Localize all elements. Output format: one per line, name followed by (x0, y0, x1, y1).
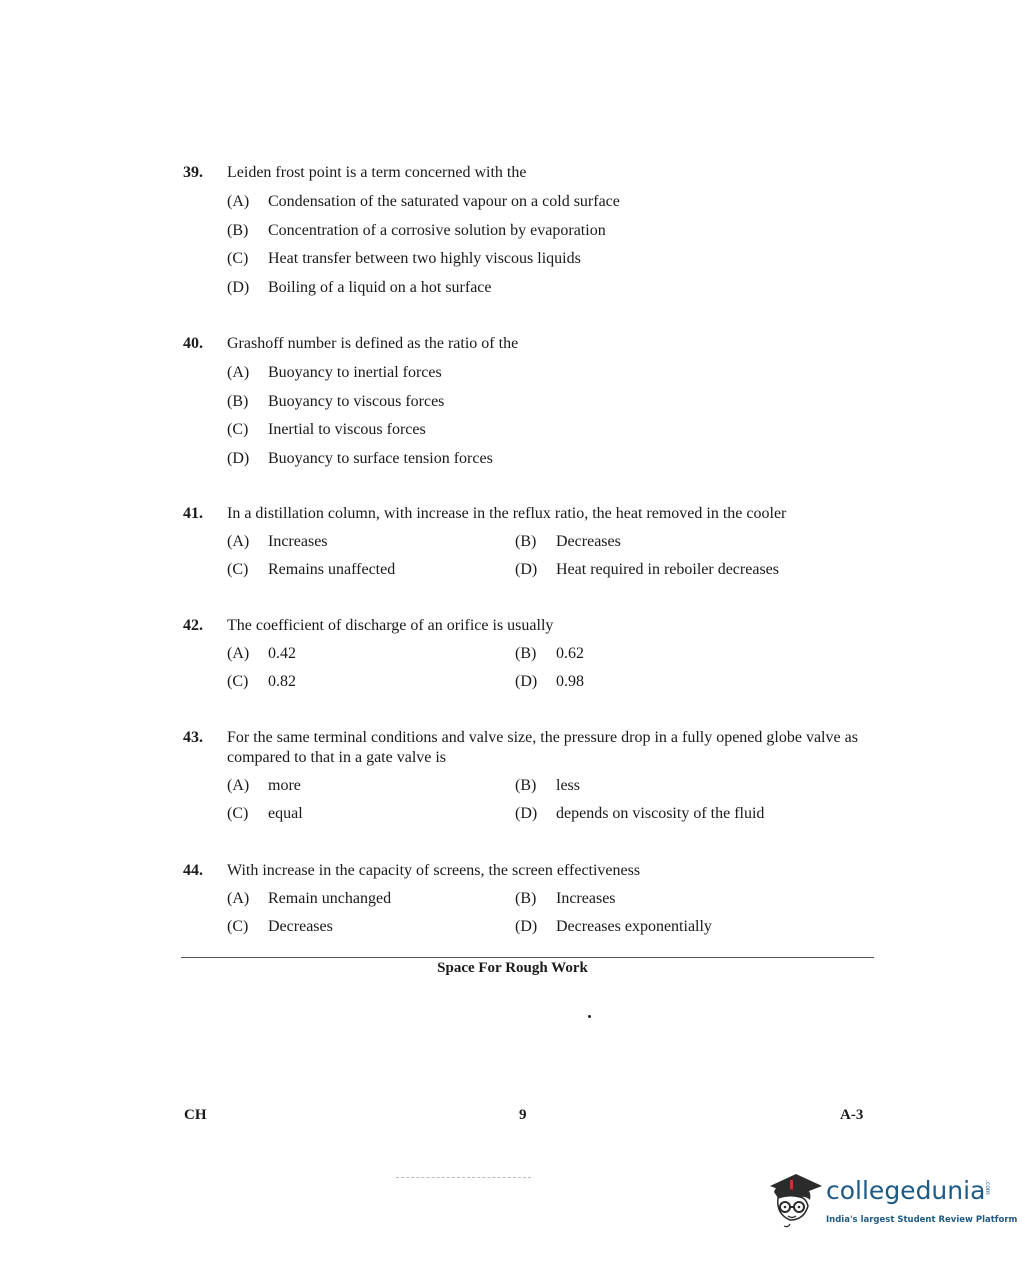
option-d (515, 800, 873, 828)
logo-wordmark: collegedunia (826, 1176, 986, 1205)
option-text: more (268, 777, 301, 794)
options-list (227, 188, 873, 302)
option-label: (A) (227, 193, 250, 211)
question-text: The coefficient of discharge of an orifice is usually (227, 617, 554, 634)
option-a (227, 885, 515, 913)
option-b (515, 640, 873, 668)
option-text: Inertial to viscous forces (268, 421, 426, 439)
option-label: (B) (515, 533, 537, 550)
option-text: 0.98 (556, 673, 584, 690)
question-text: In a distillation column, with increase in the reflux ratio, the heat removed in the cooler (227, 505, 787, 522)
option-label: (B) (515, 890, 537, 907)
option-c (227, 556, 515, 584)
option-label: (C) (227, 918, 249, 935)
option-text: Heat transfer between two highly viscous liquids (268, 250, 581, 268)
option-a (227, 188, 873, 217)
option-text: Heat required in reboiler decreases (556, 561, 779, 578)
question-40 (183, 334, 873, 473)
rough-work-divider (181, 957, 874, 958)
option-label: (C) (227, 561, 249, 578)
options-grid (227, 528, 873, 584)
question-text: Leiden frost point is a term concerned with the (227, 164, 527, 181)
question-44 (183, 861, 873, 941)
option-text: Boiling of a liquid on a hot surface (268, 278, 492, 296)
footer-booklet-code: A-3 (840, 1107, 864, 1123)
option-label: (C) (227, 673, 249, 690)
rough-work-heading: Space For Rough Work (437, 960, 588, 976)
collegedunia-logo (766, 1166, 1018, 1236)
question-number: 39. (183, 164, 203, 181)
option-label: (B) (515, 645, 537, 662)
question-43 (183, 728, 873, 828)
logo-domain-suffix: .com (984, 1180, 991, 1195)
option-text: Increases (556, 890, 616, 907)
option-label: (D) (227, 278, 250, 296)
option-c (227, 668, 515, 696)
option-b (515, 885, 873, 913)
option-c (227, 245, 873, 274)
option-b (227, 388, 873, 417)
option-text: Increases (268, 533, 328, 550)
option-text: Decreases (268, 918, 333, 935)
logo-tagline: India's largest Student Review Platform (826, 1215, 1018, 1225)
option-text: Buoyancy to viscous forces (268, 392, 445, 410)
option-b (227, 217, 873, 246)
option-text: Condensation of the saturated vapour on a cold surface (268, 193, 620, 211)
option-c (227, 800, 515, 828)
option-b (515, 772, 873, 800)
mascot-icon (766, 1166, 824, 1228)
footer-page-number: 9 (519, 1107, 527, 1123)
question-number: 40. (183, 335, 203, 352)
option-text: Buoyancy to inertial forces (268, 364, 442, 382)
option-label: (A) (227, 777, 250, 794)
option-label: (A) (227, 645, 250, 662)
option-label: (A) (227, 364, 250, 382)
option-d (227, 274, 873, 303)
option-label: (D) (515, 561, 538, 578)
footer-subject-code: CH (184, 1107, 207, 1123)
option-label: (B) (227, 392, 249, 410)
option-label: (C) (227, 421, 249, 439)
option-d (515, 913, 873, 941)
option-d (515, 556, 873, 584)
options-grid (227, 772, 873, 828)
option-label: (D) (515, 673, 538, 690)
option-c (227, 416, 873, 445)
option-a (227, 359, 873, 388)
option-label: (A) (227, 890, 250, 907)
question-41 (183, 504, 873, 584)
option-text: depends on viscosity of the fluid (556, 805, 765, 822)
question-number: 43. (183, 729, 203, 746)
question-text: With increase in the capacity of screens, the screen effectiveness (227, 862, 641, 879)
option-a (227, 640, 515, 668)
option-text: 0.82 (268, 673, 296, 690)
faint-dashed-line (396, 1177, 531, 1178)
option-a (227, 528, 515, 556)
option-text: less (556, 777, 580, 794)
option-text: 0.42 (268, 645, 296, 662)
option-label: (D) (515, 805, 538, 822)
option-label: (B) (515, 777, 537, 794)
option-text: Decreases exponentially (556, 918, 712, 935)
option-label: (A) (227, 533, 250, 550)
question-number: 41. (183, 505, 203, 522)
options-grid (227, 885, 873, 941)
stray-mark (588, 1015, 591, 1018)
option-d (227, 445, 873, 474)
option-label: (D) (515, 918, 538, 935)
option-text: 0.62 (556, 645, 584, 662)
option-c (227, 913, 515, 941)
option-a (227, 772, 515, 800)
question-text: Grashoff number is defined as the ratio of the (227, 335, 519, 352)
option-text: Remain unchanged (268, 890, 392, 907)
options-grid (227, 640, 873, 696)
option-b (515, 528, 873, 556)
question-42 (183, 616, 873, 696)
option-label: (C) (227, 250, 249, 268)
question-number: 42. (183, 617, 203, 634)
option-text: Buoyancy to surface tension forces (268, 449, 493, 467)
option-text: equal (268, 805, 303, 822)
question-39 (183, 163, 873, 302)
option-d (515, 668, 873, 696)
options-list (227, 359, 873, 473)
question-number: 44. (183, 862, 203, 879)
option-text: Remains unaffected (268, 561, 396, 578)
option-label: (B) (227, 221, 249, 239)
option-text: Decreases (556, 533, 621, 550)
option-text: Concentration of a corrosive solution by evaporation (268, 221, 606, 239)
option-label: (C) (227, 805, 249, 822)
option-label: (D) (227, 449, 250, 467)
question-text: For the same terminal conditions and valve size, the pressure drop in a fully opened globe valve as compared to that in a gate valve is (227, 729, 858, 766)
